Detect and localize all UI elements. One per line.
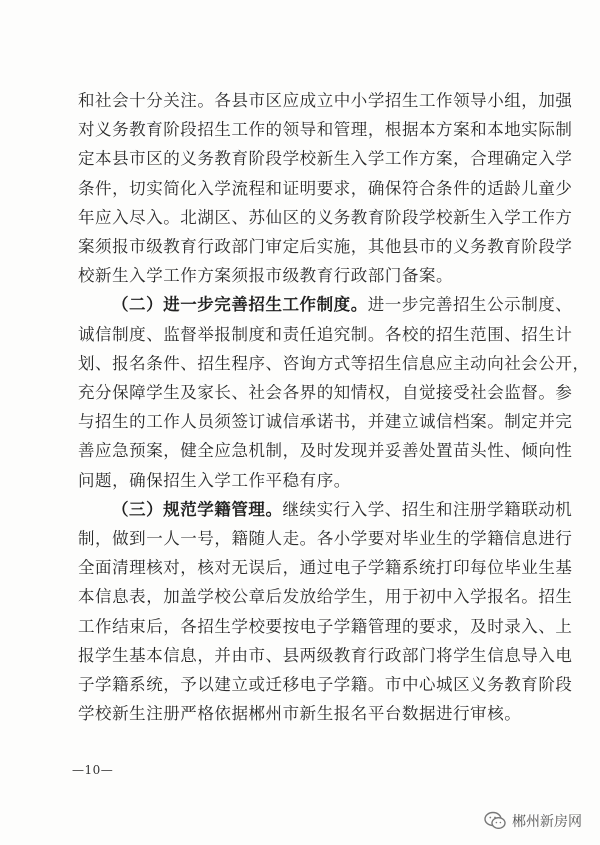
watermark-text: 郴州新房网 xyxy=(512,814,582,830)
paragraph-line: 校新生入学工作方案须报市级教育行政部门备案。 xyxy=(78,266,454,286)
paragraph-line: 条件，切实简化入学流程和证明要求，确保符合条件的适龄儿童少 xyxy=(78,178,573,198)
page-number: —10— xyxy=(72,763,114,777)
paragraph-line: 问题，确保招生入学工作平稳有序。 xyxy=(78,470,351,490)
section-3-heading: （三）规范学籍管理。 xyxy=(112,499,283,519)
paragraph-line: 充分保障学生及家长、社会各界的知情权，自觉接受社会监督。参 xyxy=(78,383,573,403)
section-3-first-line-text: 继续实行入学、招生和注册学籍联动机 xyxy=(282,499,573,519)
paragraph-line: 工作结束后，各招生学校要按电子学籍管理的要求，及时录入、上 xyxy=(78,616,573,636)
paragraph-line: 制，做到一人一号，籍随人走。各小学要对毕业生的学籍信息进行 xyxy=(78,529,573,549)
section-2-first-line-text: 进一步完善招生公示制度、 xyxy=(367,295,573,315)
paragraph-line: 年应入尽入。北湖区、苏仙区的义务教育阶段学校新生入学工作方 xyxy=(78,207,573,227)
paragraph-line: 学校新生注册严格依据郴州市新生报名平台数据进行审核。 xyxy=(78,704,522,724)
paragraph-line: 诚信制度、监督举报制度和责任追究制。各校的招生范围、招生计 xyxy=(78,324,573,344)
paragraph-line: 善应急预案，健全应急机制，及时发现并妥善处置苗头性、倾向性 xyxy=(78,441,573,461)
paragraph-line: 划、报名条件、招生程序、咨询方式等招生信息应主动向社会公开， xyxy=(78,353,590,373)
watermark xyxy=(484,811,582,831)
paragraph-line: 报学生基本信息，并由市、县两级教育行政部门将学生信息导入电 xyxy=(78,645,573,665)
paragraph-line: 定本县市区的义务教育阶段学校新生入学工作方案，合理确定入学 xyxy=(78,149,573,169)
paragraph-line: 子学籍系统，予以建立或迁移电子学籍。市中心城区义务教育阶段 xyxy=(78,675,573,695)
paragraph-line: 对义务教育阶段招生工作的领导和管理，根据本方案和本地实际制 xyxy=(78,120,573,140)
paragraph-line: 案须报市级教育行政部门审定后实施，其他县市的义务教育阶段学 xyxy=(78,237,573,257)
paragraph-line: 和社会十分关注。各县市区应成立中小学招生工作领导小组，加强 xyxy=(78,91,573,110)
section-2-first-line xyxy=(78,290,573,319)
section-3-first-line xyxy=(78,495,573,524)
wechat-icon xyxy=(484,811,506,831)
section-2-heading: （二）进一步完善招生工作制度。 xyxy=(112,295,368,315)
paragraph-line: 全面清理核对，核对无误后，通过电子学籍系统打印每位毕业生基 xyxy=(78,558,573,578)
paragraph-line: 本信息表，加盖学校公章后发放给学生，用于初中入学报名。招生 xyxy=(78,587,573,607)
paragraph-line: 与招生的工作人员须签订诚信承诺书，并建立诚信档案。制定并完 xyxy=(78,412,573,432)
document-body xyxy=(78,86,590,728)
